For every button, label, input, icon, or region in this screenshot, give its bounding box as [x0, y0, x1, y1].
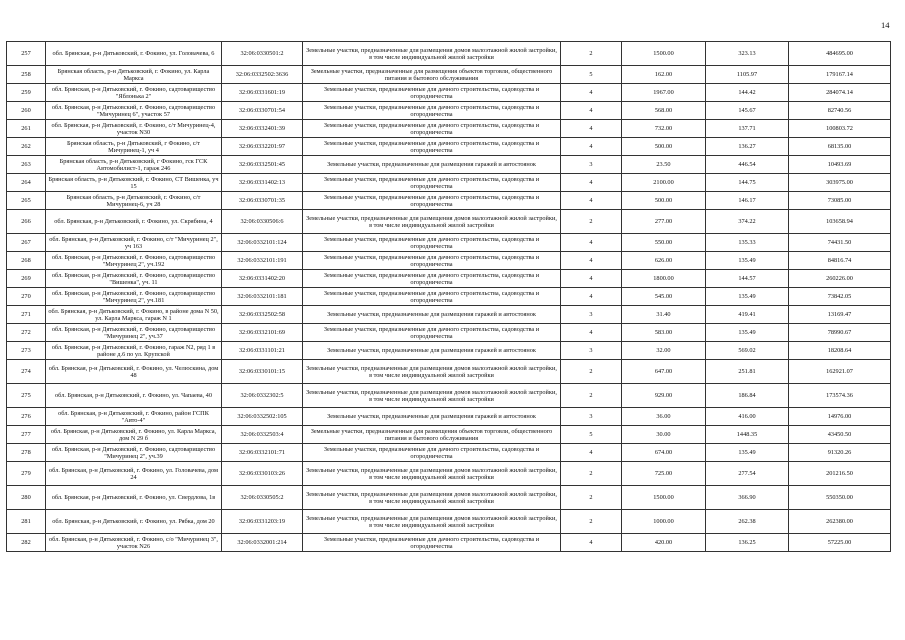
area-cell: 550.00	[622, 234, 706, 252]
area-cell: 1967.00	[622, 84, 706, 102]
row-number-cell: 275	[7, 384, 46, 408]
table-row	[7, 534, 891, 552]
specific-value-cell: 262.38	[706, 510, 789, 534]
table-body	[7, 42, 891, 552]
area-cell: 31.40	[622, 306, 706, 324]
specific-value-cell: 446.54	[706, 156, 789, 174]
group-cell: 4	[561, 120, 622, 138]
cadastral-value-table	[6, 41, 891, 552]
specific-value-cell: 135.33	[706, 234, 789, 252]
cadastral-value-cell: 484695.00	[789, 42, 891, 66]
land-purpose-cell: Земельные участки, предназначенные для дачного строительства, садоводства и огородничества	[303, 270, 561, 288]
land-purpose-cell: Земельные участки, предназначенные для дачного строительства, садоводства и огородничества	[303, 534, 561, 552]
land-purpose-cell: Земельные участки, предназначенные для размещения домов малоэтажной жилой застройки, в том числе индивидуальной жилой застройки	[303, 42, 561, 66]
land-purpose-cell: Земельные участки, предназначенные для размещения гаражей и автостоянок	[303, 342, 561, 360]
table-row	[7, 384, 891, 408]
cadastral-value-cell: 91320.26	[789, 444, 891, 462]
cadastral-number-cell: 32:06:0332503:4	[222, 426, 303, 444]
area-cell: 162.00	[622, 66, 706, 84]
area-cell: 36.00	[622, 408, 706, 426]
page-number: 14	[881, 20, 890, 30]
land-purpose-cell: Земельные участки, предназначенные для дачного строительства, садоводства и огородничества	[303, 84, 561, 102]
row-number-cell: 282	[7, 534, 46, 552]
cadastral-value-cell: 18208.64	[789, 342, 891, 360]
address-cell: обл. Брянская, р-н Дятьковский, г. Фокино, ул. Челюскина, дом 48	[46, 360, 222, 384]
group-cell: 5	[561, 426, 622, 444]
group-cell: 4	[561, 138, 622, 156]
address-cell: обл. Брянская, р-н Дятьковский, г. Фокино, садтоварищество "Мичуринец 2", уч.37	[46, 324, 222, 342]
cadastral-number-cell: 32:06:0332501:45	[222, 156, 303, 174]
address-cell: обл. Брянская, р-н Дятьковский, г. Фокино, гараж N2, ряд 1 в районе д.6 по ул. Крупской	[46, 342, 222, 360]
group-cell: 4	[561, 270, 622, 288]
cadastral-value-cell: 73085.00	[789, 192, 891, 210]
row-number-cell: 270	[7, 288, 46, 306]
table-row	[7, 84, 891, 102]
table-row	[7, 486, 891, 510]
cadastral-number-cell: 32:06:0332302:5	[222, 384, 303, 408]
area-cell: 674.00	[622, 444, 706, 462]
address-cell: обл. Брянская, р-н Дятьковский, г. Фокино, садтоварищество "Яблонька 2"	[46, 84, 222, 102]
address-cell: обл. Брянская, р-н Дятьковский, г. Фокино, ул. Свердлова, 1в	[46, 486, 222, 510]
row-number-cell: 279	[7, 462, 46, 486]
group-cell: 2	[561, 210, 622, 234]
table-row	[7, 156, 891, 174]
address-cell: обл. Брянская, р-н Дятьковский, г. Фокино, с/о "Мичуринец 3", участок N26	[46, 534, 222, 552]
area-cell: 929.00	[622, 384, 706, 408]
specific-value-cell: 145.67	[706, 102, 789, 120]
table-row	[7, 42, 891, 66]
table-row	[7, 270, 891, 288]
area-cell: 2100.00	[622, 174, 706, 192]
cadastral-number-cell: 32:06:0331402:13	[222, 174, 303, 192]
cadastral-number-cell: 32:06:0331101:21	[222, 342, 303, 360]
land-purpose-cell: Земельные участки, предназначенные для размещения домов малоэтажной жилой застройки, в том числе индивидуальной жилой застройки	[303, 510, 561, 534]
group-cell: 3	[561, 342, 622, 360]
cadastral-value-cell: 14976.00	[789, 408, 891, 426]
cadastral-number-cell: 32:06:0331402:20	[222, 270, 303, 288]
specific-value-cell: 144.42	[706, 84, 789, 102]
table-row	[7, 252, 891, 270]
cadastral-number-cell: 32:06:0330101:15	[222, 360, 303, 384]
group-cell: 2	[561, 42, 622, 66]
cadastral-number-cell: 32:06:0330701:35	[222, 192, 303, 210]
cadastral-number-cell: 32:06:0332101:69	[222, 324, 303, 342]
land-purpose-cell: Земельные участки, предназначенные для дачного строительства, садоводства и огородничества	[303, 234, 561, 252]
area-cell: 277.00	[622, 210, 706, 234]
group-cell: 4	[561, 234, 622, 252]
cadastral-value-cell: 13169.47	[789, 306, 891, 324]
group-cell: 3	[561, 306, 622, 324]
table-row	[7, 210, 891, 234]
cadastral-value-cell: 173574.36	[789, 384, 891, 408]
area-cell: 500.00	[622, 192, 706, 210]
land-purpose-cell: Земельные участки, предназначенные для размещения гаражей и автостоянок	[303, 408, 561, 426]
row-number-cell: 265	[7, 192, 46, 210]
cadastral-value-cell: 57225.00	[789, 534, 891, 552]
specific-value-cell: 323.13	[706, 42, 789, 66]
area-cell: 1000.00	[622, 510, 706, 534]
area-cell: 420.00	[622, 534, 706, 552]
address-cell: обл. Брянская, р-н Дятьковский, г. Фокино, садтоварищество "Мичуринец 2", уч.181	[46, 288, 222, 306]
land-purpose-cell: Земельные участки, предназначенные для дачного строительства, садоводства и огородничества	[303, 192, 561, 210]
specific-value-cell: 135.49	[706, 444, 789, 462]
area-cell: 500.00	[622, 138, 706, 156]
cadastral-number-cell: 32:06:0332001:214	[222, 534, 303, 552]
row-number-cell: 278	[7, 444, 46, 462]
table-row	[7, 324, 891, 342]
row-number-cell: 262	[7, 138, 46, 156]
row-number-cell: 277	[7, 426, 46, 444]
cadastral-value-cell: 43450.50	[789, 426, 891, 444]
land-purpose-cell: Земельные участки, предназначенные для дачного строительства, садоводства и огородничества	[303, 252, 561, 270]
table-row	[7, 102, 891, 120]
table-row	[7, 408, 891, 426]
cadastral-value-cell: 74431.50	[789, 234, 891, 252]
cadastral-number-cell: 32:06:0332101:71	[222, 444, 303, 462]
address-cell: обл. Брянская, р-н Дятьковский, г. Фокино, садтоварищество "Вишенка", уч. 11	[46, 270, 222, 288]
specific-value-cell: 135.49	[706, 288, 789, 306]
specific-value-cell: 135.49	[706, 252, 789, 270]
table-row	[7, 426, 891, 444]
row-number-cell: 271	[7, 306, 46, 324]
cadastral-value-cell: 284074.14	[789, 84, 891, 102]
cadastral-number-cell: 32:06:0330701:54	[222, 102, 303, 120]
specific-value-cell: 569.02	[706, 342, 789, 360]
cadastral-number-cell: 32:06:0332401:39	[222, 120, 303, 138]
group-cell: 4	[561, 444, 622, 462]
address-cell: обл. Брянская, р-н Дятьковский, г. Фокино, садтоварищество "Мичуринец 6", участок 57	[46, 102, 222, 120]
address-cell: обл. Брянская, р-н Дятьковский, г. Фокино, ул. Карла Маркса, дом N 29 б	[46, 426, 222, 444]
specific-value-cell: 144.75	[706, 174, 789, 192]
cadastral-number-cell: 32:06:0332201:97	[222, 138, 303, 156]
specific-value-cell: 1448.35	[706, 426, 789, 444]
table-row	[7, 192, 891, 210]
address-cell: обл. Брянская, р-н Дятьковский, г. Фокино, садтоварищество "Мичуринец 2", уч.39	[46, 444, 222, 462]
area-cell: 725.00	[622, 462, 706, 486]
cadastral-value-cell: 303975.00	[789, 174, 891, 192]
group-cell: 4	[561, 288, 622, 306]
specific-value-cell: 136.27	[706, 138, 789, 156]
group-cell: 4	[561, 192, 622, 210]
cadastral-value-cell: 10493.69	[789, 156, 891, 174]
row-number-cell: 260	[7, 102, 46, 120]
row-number-cell: 273	[7, 342, 46, 360]
cadastral-value-cell: 201216.50	[789, 462, 891, 486]
table-row	[7, 306, 891, 324]
specific-value-cell: 137.71	[706, 120, 789, 138]
area-cell: 647.00	[622, 360, 706, 384]
row-number-cell: 267	[7, 234, 46, 252]
specific-value-cell: 186.84	[706, 384, 789, 408]
cadastral-value-cell: 260226.00	[789, 270, 891, 288]
cadastral-value-cell: 82740.56	[789, 102, 891, 120]
group-cell: 2	[561, 384, 622, 408]
row-number-cell: 281	[7, 510, 46, 534]
row-number-cell: 264	[7, 174, 46, 192]
table-row	[7, 360, 891, 384]
address-cell: обл. Брянская, р-н Дятьковский, г. Фокино, в районе дома N 50, ул. Карла Маркса, гараж N 1	[46, 306, 222, 324]
row-number-cell: 258	[7, 66, 46, 84]
address-cell: обл. Брянская, р-н Дятьковский, г. Фокино, с/т "Мичуринец 2", уч 163	[46, 234, 222, 252]
land-purpose-cell: Земельные участки, предназначенные для размещения домов малоэтажной жилой застройки, в том числе индивидуальной жилой застройки	[303, 360, 561, 384]
land-purpose-cell: Земельные участки, предназначенные для размещения домов малоэтажной жилой застройки, в том числе индивидуальной жилой застройки	[303, 210, 561, 234]
address-cell: обл. Брянская, р-н Дятьковский, г. Фокино, ул. Скрябина, 4	[46, 210, 222, 234]
cadastral-number-cell: 32:06:0331601:19	[222, 84, 303, 102]
cadastral-number-cell: 32:06:0332502:3636	[222, 66, 303, 84]
cadastral-value-cell: 103658.94	[789, 210, 891, 234]
address-cell: обл. Брянская, р-н Дятьковский, г. Фокино, садтоварищество "Мичуринец 2", уч.192	[46, 252, 222, 270]
address-cell: Брянская область, р-н Дятьковский, г Фокино, с/т Мичуринец-1, уч 4	[46, 138, 222, 156]
land-purpose-cell: Земельные участки, предназначенные для дачного строительства, садоводства и огородничества	[303, 120, 561, 138]
land-purpose-cell: Земельные участки, предназначенные для размещения гаражей и автостоянок	[303, 306, 561, 324]
table-row	[7, 66, 891, 84]
row-number-cell: 280	[7, 486, 46, 510]
cadastral-value-cell: 73842.05	[789, 288, 891, 306]
land-purpose-cell: Земельные участки, предназначенные для дачного строительства, садоводства и огородничества	[303, 138, 561, 156]
address-cell: обл. Брянская, р-н Дятьковский, г. Фокино, ул. Рябка, дом 20	[46, 510, 222, 534]
area-cell: 1500.00	[622, 42, 706, 66]
table-row	[7, 288, 891, 306]
specific-value-cell: 1105.97	[706, 66, 789, 84]
land-purpose-cell: Земельные участки, предназначенные для дачного строительства, садоводства и огородничества	[303, 174, 561, 192]
cadastral-value-cell: 68135.00	[789, 138, 891, 156]
group-cell: 4	[561, 84, 622, 102]
land-purpose-cell: Земельные участки, предназначенные для дачного строительства, садоводства и огородничества	[303, 102, 561, 120]
table-row	[7, 510, 891, 534]
table-row	[7, 174, 891, 192]
cadastral-value-cell: 550350.00	[789, 486, 891, 510]
group-cell: 2	[561, 462, 622, 486]
specific-value-cell: 419.41	[706, 306, 789, 324]
group-cell: 4	[561, 252, 622, 270]
land-purpose-cell: Земельные участки, предназначенные для дачного строительства, садоводства и огородничества	[303, 444, 561, 462]
address-cell: обл. Брянская, р-н Дятьковский, г. Фокино, ул. Чапаева, 40	[46, 384, 222, 408]
row-number-cell: 274	[7, 360, 46, 384]
cadastral-number-cell: 32:06:0332101:191	[222, 252, 303, 270]
land-purpose-cell: Земельные участки, предназначенные для дачного строительства, садоводства и огородничества	[303, 288, 561, 306]
land-purpose-cell: Земельные участки, предназначенные для размещения объектов торговли, общественного питания и бытового обслуживания	[303, 66, 561, 84]
group-cell: 4	[561, 534, 622, 552]
land-purpose-cell: Земельные участки, предназначенные для размещения домов малоэтажной жилой застройки, в том числе индивидуальной жилой застройки	[303, 486, 561, 510]
land-purpose-cell: Земельные участки, предназначенные для размещения домов малоэтажной жилой застройки, в том числе индивидуальной жилой застройки	[303, 384, 561, 408]
address-cell: обл. Брянская, р-н Дятьковский, г. Фокино, район ГСПК "Авто-4"	[46, 408, 222, 426]
row-number-cell: 266	[7, 210, 46, 234]
cadastral-number-cell: 32:06:0332502:58	[222, 306, 303, 324]
row-number-cell: 276	[7, 408, 46, 426]
cadastral-number-cell: 32:06:0332101:124	[222, 234, 303, 252]
cadastral-number-cell: 32:06:0331203:19	[222, 510, 303, 534]
group-cell: 2	[561, 360, 622, 384]
group-cell: 2	[561, 486, 622, 510]
cadastral-value-cell: 84816.74	[789, 252, 891, 270]
address-cell: обл. Брянская, р-н Дятьковский, г. Фокино, ул. Головачева, 6	[46, 42, 222, 66]
address-cell: Брянская область, р-н Дятьковский, г. Фокино, ул. Карла Маркса	[46, 66, 222, 84]
cadastral-number-cell: 32:06:0332101:181	[222, 288, 303, 306]
cadastral-value-cell: 262380.00	[789, 510, 891, 534]
group-cell: 3	[561, 156, 622, 174]
specific-value-cell: 277.54	[706, 462, 789, 486]
area-cell: 1800.00	[622, 270, 706, 288]
specific-value-cell: 366.90	[706, 486, 789, 510]
cadastral-value-cell: 162921.07	[789, 360, 891, 384]
land-purpose-cell: Земельные участки, предназначенные для размещения гаражей и автостоянок	[303, 156, 561, 174]
specific-value-cell: 144.57	[706, 270, 789, 288]
row-number-cell: 268	[7, 252, 46, 270]
row-number-cell: 257	[7, 42, 46, 66]
cadastral-number-cell: 32:06:0330505:2	[222, 486, 303, 510]
group-cell: 3	[561, 408, 622, 426]
group-cell: 4	[561, 102, 622, 120]
row-number-cell: 272	[7, 324, 46, 342]
specific-value-cell: 374.22	[706, 210, 789, 234]
specific-value-cell: 416.00	[706, 408, 789, 426]
cadastral-number-cell: 32:06:0330506:6	[222, 210, 303, 234]
land-purpose-cell: Земельные участки, предназначенные для размещения домов малоэтажной жилой застройки, в том числе индивидуальной жилой застройки	[303, 462, 561, 486]
land-purpose-cell: Земельные участки, предназначенные для дачного строительства, садоводства и огородничества	[303, 324, 561, 342]
group-cell: 5	[561, 66, 622, 84]
group-cell: 2	[561, 510, 622, 534]
area-cell: 23.50	[622, 156, 706, 174]
table-row	[7, 120, 891, 138]
specific-value-cell: 135.49	[706, 324, 789, 342]
row-number-cell: 269	[7, 270, 46, 288]
cadastral-number-cell: 32:06:0332502:105	[222, 408, 303, 426]
cadastral-value-cell: 179167.14	[789, 66, 891, 84]
row-number-cell: 261	[7, 120, 46, 138]
address-cell: обл. Брянская, р-н Дятьковский, г. Фокино, с/т Мичуринец-4, участок N30	[46, 120, 222, 138]
area-cell: 583.00	[622, 324, 706, 342]
table-row	[7, 342, 891, 360]
cadastral-number-cell: 32:06:0330501:2	[222, 42, 303, 66]
cadastral-value-cell: 100803.72	[789, 120, 891, 138]
area-cell: 30.00	[622, 426, 706, 444]
row-number-cell: 263	[7, 156, 46, 174]
cadastral-number-cell: 32:06:0330103:26	[222, 462, 303, 486]
table-row	[7, 462, 891, 486]
specific-value-cell: 251.81	[706, 360, 789, 384]
group-cell: 4	[561, 174, 622, 192]
area-cell: 545.00	[622, 288, 706, 306]
area-cell: 626.00	[622, 252, 706, 270]
specific-value-cell: 136.25	[706, 534, 789, 552]
row-number-cell: 259	[7, 84, 46, 102]
area-cell: 568.00	[622, 102, 706, 120]
specific-value-cell: 146.17	[706, 192, 789, 210]
address-cell: Брянская область, р-н Дятьковский, г. Фокино, СТ Вишенка, уч 15	[46, 174, 222, 192]
area-cell: 32.00	[622, 342, 706, 360]
group-cell: 4	[561, 324, 622, 342]
area-cell: 1500.00	[622, 486, 706, 510]
address-cell: обл. Брянская, р-н Дятьковский, г. Фокино, ул. Головачева, дом 24	[46, 462, 222, 486]
table-row	[7, 138, 891, 156]
cadastral-value-cell: 78990.67	[789, 324, 891, 342]
table-row	[7, 444, 891, 462]
land-purpose-cell: Земельные участки, предназначенные для размещения объектов торговли, общественного питания и бытового обслуживания	[303, 426, 561, 444]
address-cell: Брянская область, р-н Дятьковский, г Фокино, гск ГСК Автомобилист-1, гараж 246	[46, 156, 222, 174]
area-cell: 732.00	[622, 120, 706, 138]
address-cell: Брянская область, р-н Дятьковский, г. Фокино, с/т Мичуринец-6, уч 28	[46, 192, 222, 210]
table-row	[7, 234, 891, 252]
